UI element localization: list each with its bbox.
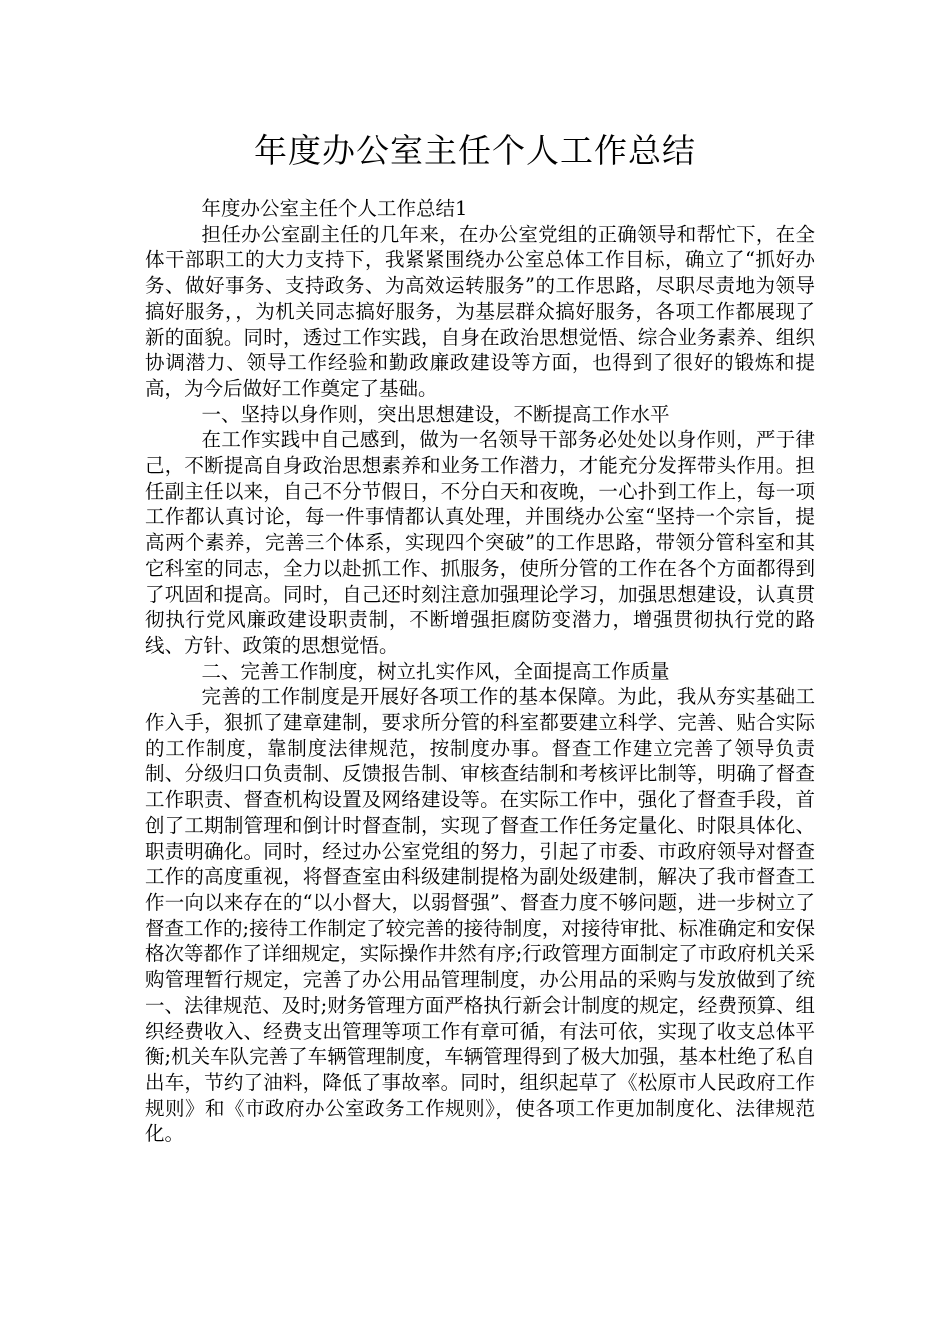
document-title: 年度办公室主任个人工作总结 [254,131,696,170]
document-body [145,196,815,1147]
subtitle-paragraph: 年度办公室主任个人工作总结1 [201,197,468,220]
section-heading-2: 二、完善工作制度，树立扎实作风，全面提高工作质量 [201,659,670,683]
section-1-paragraph: 在工作实践中自己感到，做为一名领导干部务必处处以身作则，严于律己，不断提高自身政治思想素养和业务工作潜力，才能充分发挥带头作用。担任副主任以来，自己不分节假日，不分白天和夜晚，一心扑到工作上，每一项工作都认真讨论，每一件事情都认真处理，并围绕办公室“坚持一个宗旨，提高两个素养，完善三个体系，实现四个突破”的工作思路，带领分管科室和其它科室的同志，全力以赴抓工作、抓服务，使所分管的工作在各个方面都得到了巩固和提高。同时，自己还时刻注意加强理论学习，加强思想建设，认真贯彻执行党风廉政建设职责制，不断增强拒腐防变潜力，增强贯彻执行党的路线、方针、政策的思想觉悟。 [145,428,815,657]
document-page [145,0,815,1147]
intro-paragraph: 担任办公室副主任的几年来，在办公室党组的正确领导和帮忙下，在全体干部职工的大力支持下，我紧紧围绕办公室总体工作目标，确立了“抓好办务、做好事务、支持政务、为高效运转服务”的工作思路，尽职尽责地为领导搞好服务，，为机关同志搞好服务，为基层群众搞好服务，各项工作都展现了新的面貌。同时，透过工作实践，自身在政治思想觉悟、综合业务素养、组织协调潜力、领导工作经验和勤政廉政建设等方面，也得到了很好的锻炼和提高，为今后做好工作奠定了基础。 [145,222,815,400]
section-heading-1: 一、坚持以身作则，突出思想建设，不断提高工作水平 [201,402,670,426]
section-2-paragraph: 完善的工作制度是开展好各项工作的基本保障。为此，我从夯实基础工作入手，狠抓了建章建制，要求所分管的科室都要建立科学、完善、贴合实际的工作制度，靠制度法律规范，按制度办事。督查工作建立完善了领导负责制、分级归口负责制、反馈报告制、审核查结制和考核评比制等，明确了督查工作职责、督查机构设置及网络建设等。在实际工作中，强化了督查手段，首创了工期制管理和倒计时督查制，实现了督查工作任务定量化、时限具体化、职责明确化。同时，经过办公室党组的努力，引起了市委、市政府领导对督查工作的高度重视，将督查室由科级建制提格为副处级建制，解决了我市督查工作一向以来存在的“以小督大，以弱督强”、督查力度不够问题，进一步树立了督查工作的;接待工作制定了较完善的接待制度，对接待审批、标准确定和安保格次等都作了详细规定，实际操作井然有序;行政管理方面制定了市政府机关采购管理暂行规定，完善了办公用品管理制度，办公用品的采购与发放做到了统一、法律规范、及时;财务管理方面严格执行新会计制度的规定，经费预算、组织经费收入、经费支出管理等项工作有章可循，有法可依，实现了收支总体平衡;机关车队完善了车辆管理制度，车辆管理得到了极大加强，基本杜绝了私自出车，节约了油料，降低了事故率。同时，组织起草了《松原市人民政府工作规则》和《市政府办公室政务工作规则》，使各项工作更加制度化、法律规范化。 [145,685,815,1146]
